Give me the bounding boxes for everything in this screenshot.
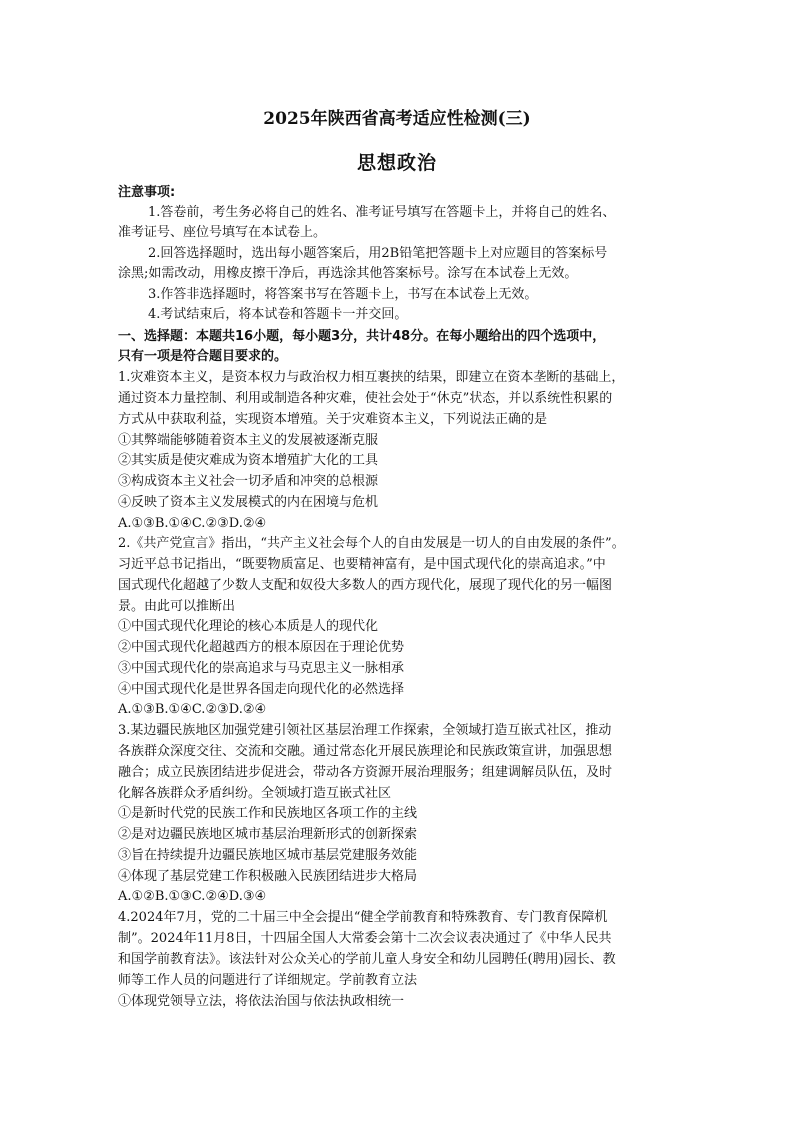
question-line: 3.某边疆民族地区加强党建引领社区基层治理工作探索，全领域打造互嵌式社区，推动 <box>118 723 612 738</box>
question-line: 2.《共产党宣言》指出，“共产主义社会每个人的自由发展是一切人的自由发展的条件”。 <box>118 536 625 551</box>
option-line: ③中国式现代化的崇高追求与马克思主义一脉相承 <box>118 661 405 676</box>
question-line: 和国学前教育法》。该法针对公众关心的学前儿童人身安全和幼儿园聘任(聘用)园长、教 <box>118 952 616 967</box>
option-line: ③旨在持续提升边疆民族地区城市基层党建服务效能 <box>118 848 418 863</box>
option-line: ②其实质是使灾难成为资本增殖扩大化的工具 <box>118 453 379 468</box>
option-line: ③构成资本主义社会一切矛盾和冲突的总根源 <box>118 474 379 489</box>
notice-line: 1.答卷前，考生务必将自己的姓名、准考证号填写在答题卡上，并将自己的姓名、 <box>148 205 616 220</box>
answer-choices: A.①③B.①④C.②③D.②④ <box>118 702 267 717</box>
section-heading-line: 只有一项是符合题目要求的。 <box>118 349 288 364</box>
question-line: 国式现代化超越了少数人支配和奴役大多数人的西方现代化，展现了现代化的另一幅图 <box>118 578 613 593</box>
question-line: 1.灾难资本主义，是资本权力与政治权力相互裹挟的结果，即建立在资本垄断的基础上， <box>118 370 625 385</box>
option-line: ④反映了资本主义发展模式的内在困境与危机 <box>118 495 379 510</box>
notice-heading: 注意事项: <box>118 185 176 200</box>
option-line: ④体现了基层党建工作积极融入民族团结进步大格局 <box>118 869 418 884</box>
notice-line: 准考证号、座位号填写在本试卷上。 <box>118 225 327 240</box>
answer-choices: A.①③B.①④C.②③D.②④ <box>118 516 267 531</box>
question-line: 制”。2024年11月8日，十四届全国人大常委会第十二次会议表决通过了《中华人民共 <box>118 931 612 946</box>
question-line: 4.2024年7月，党的二十届三中全会提出“健全学前教育和特殊教育、专门教育保障机 <box>118 910 608 925</box>
section-heading-line: 一、选择题：本题共16小题，每小题3分，共计48分。在每小题给出的四个选项中， <box>118 329 606 344</box>
option-line: ①中国式现代化理论的核心本质是人的现代化 <box>118 619 379 634</box>
option-line: ①是新时代党的民族工作和民族地区各项工作的主线 <box>118 806 418 821</box>
question-line: 化解各族群众矛盾纠纷。全领域打造互嵌式社区 <box>118 786 392 801</box>
question-line: 各族群众深度交往、交流和交融。通过常态化开展民族理论和民族政策宣讲，加强思想 <box>118 744 613 759</box>
exam-title: 2025年陕西省高考适应性检测(三) <box>263 109 531 129</box>
option-line: ②是对边疆民族地区城市基层治理新形式的创新探索 <box>118 827 418 842</box>
question-line: 师等工作人员的问题进行了详细规定。学前教育立法 <box>118 973 418 988</box>
notice-line: 4.考试结束后，将本试卷和答题卡一并交回。 <box>148 307 408 322</box>
question-line: 习近平总书记指出，“既要物质富足、也要精神富有，是中国式现代化的崇高追求。”中 <box>118 557 606 572</box>
question-line: 融合；成立民族团结进步促进会，带动各方资源开展治理服务；组建调解员队伍，及时 <box>118 765 613 780</box>
option-line: ④中国式现代化是世界各国走向现代化的必然选择 <box>118 682 405 697</box>
option-line: ②中国式现代化超越西方的根本原因在于理论优势 <box>118 640 405 655</box>
notice-line: 2.回答选择题时，选出每小题答案后，用2B铅笔把答题卡上对应题目的答案标号 <box>148 246 608 261</box>
question-line: 通过资本力量控制、利用或制造各种灾难，使社会处于“休克”状态，并以系统性积累的 <box>118 391 613 406</box>
answer-choices: A.①②B.①③C.②④D.③④ <box>118 889 267 904</box>
question-line: 景。由此可以推断出 <box>118 599 236 614</box>
question-line: 方式从中获取利益，实现资本增殖。关于灾难资本主义，下列说法正确的是 <box>118 412 548 427</box>
subject-title: 思想政治 <box>356 152 437 174</box>
notice-line: 涂黑;如需改动，用橡皮擦干净后，再选涂其他答案标号。涂写在本试卷上无效。 <box>118 266 578 281</box>
option-line: ①其弊端能够随着资本主义的发展被逐渐克服 <box>118 433 379 448</box>
notice-line: 3.作答非选择题时，将答案书写在答题卡上，书写在本试卷上无效。 <box>148 287 538 302</box>
option-line: ①体现党领导立法，将依法治国与依法执政相统一 <box>118 994 405 1009</box>
